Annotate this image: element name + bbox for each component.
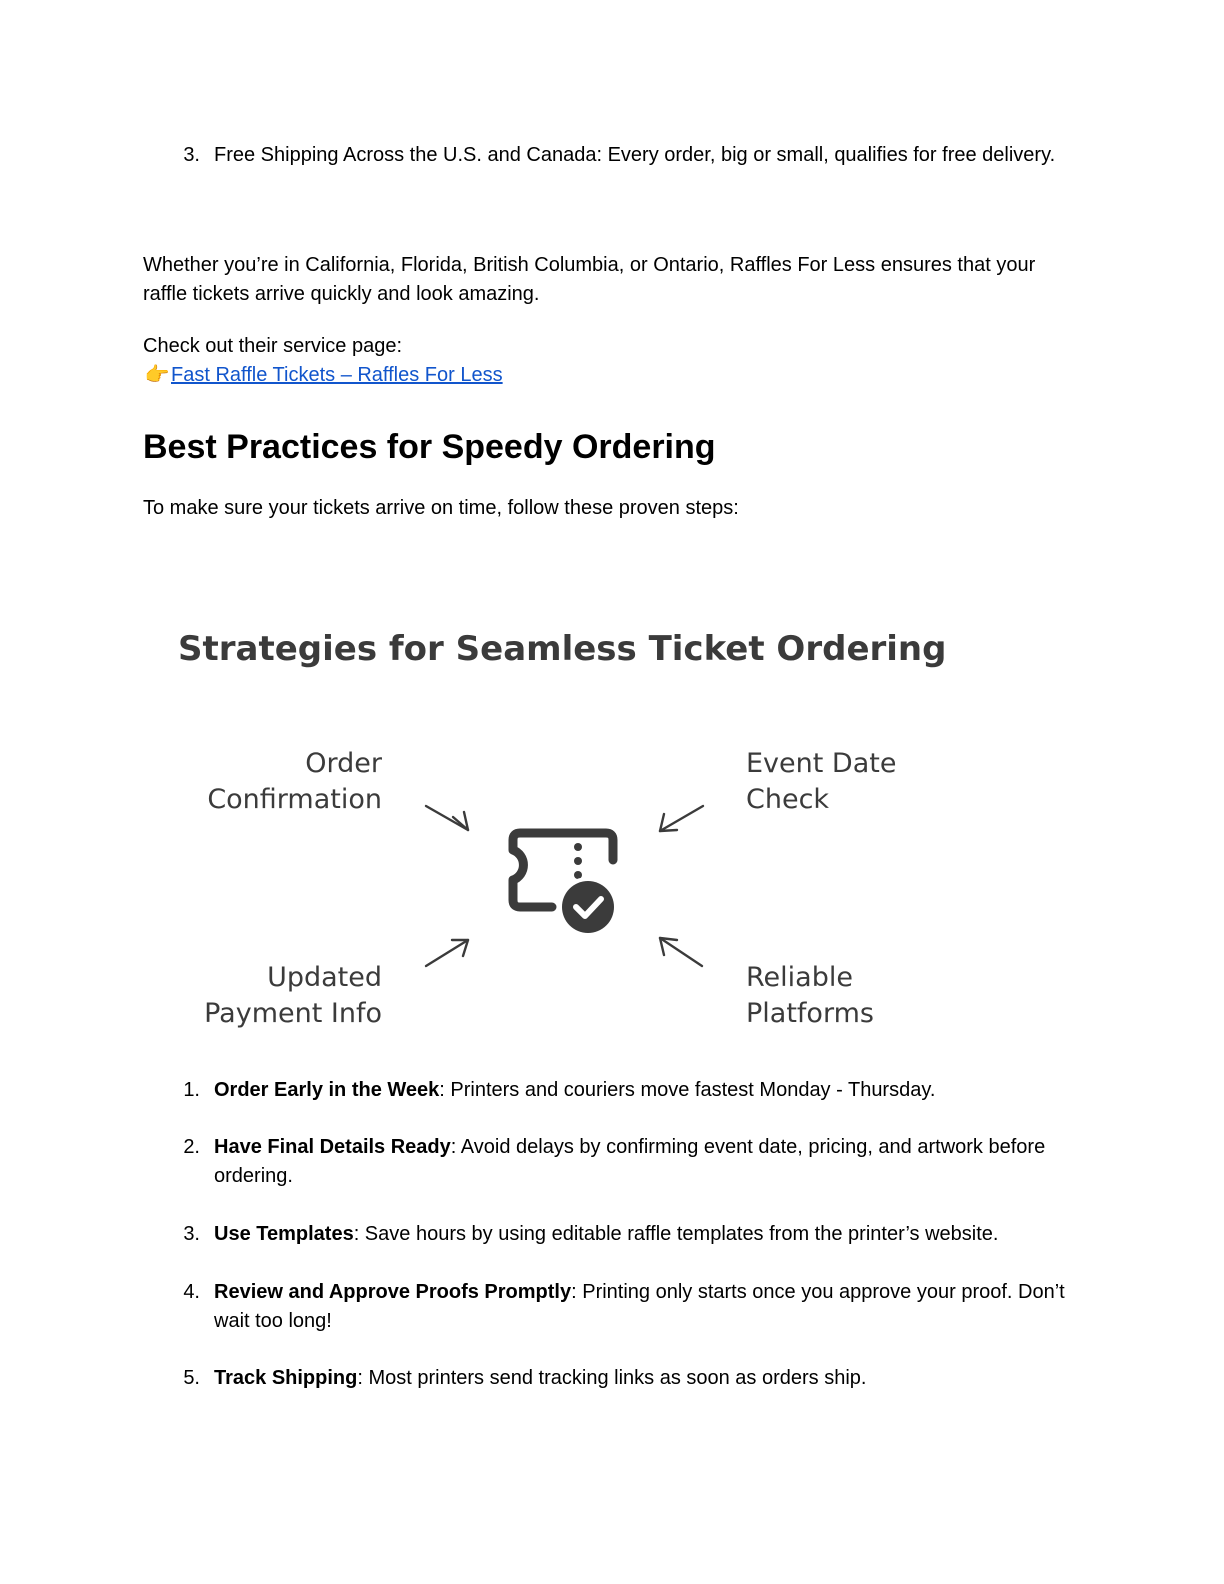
service-link-line [143,361,1083,390]
list-text [214,1076,1074,1105]
arrow-bottom-left-icon [426,940,468,966]
step-description: : Printers and couriers move fastest Monday - Thursday. [439,1079,936,1101]
label-event-date: Event Date [746,748,897,779]
step-title: Track Shipping [214,1367,358,1389]
step-title: Review and Approve Proofs Promptly [214,1281,572,1303]
section-heading: Best Practices for Speedy Ordering [143,428,716,466]
list-text [214,1278,1074,1336]
label-check: Check [746,784,830,815]
list-text [214,1133,1074,1191]
arrow-bottom-right-icon [660,938,702,966]
list-text: Free Shipping Across the U.S. and Canada: Every order, big or small, qualifies for free delivery. [214,144,1056,166]
ticket-check-icon [513,833,618,937]
step-description: : Save hours by using editable raffle templates from the printer’s website. [353,1223,999,1245]
pointing-hand-icon: 👉 [144,364,170,386]
arrow-top-right-icon [660,806,703,831]
step-title: Use Templates [214,1223,354,1245]
label-platforms: Platforms [746,998,874,1029]
list-number: 4. [183,1281,200,1303]
list-number: 2. [183,1136,200,1158]
list-number: 3. [183,1223,200,1245]
service-intro: Check out their service page: [143,335,403,357]
step-description: : Most printers send tracking links as soon as orders ship. [357,1367,867,1389]
strategies-diagram [150,610,1010,1050]
service-page-link[interactable]: Fast Raffle Tickets – Raffles For Less [171,364,503,386]
diagram-title: Strategies for Seamless Ticket Ordering [178,629,947,669]
label-updated: Updated [267,962,382,993]
list-number: 3. [183,144,200,166]
label-reliable: Reliable [746,962,853,993]
list-number: 1. [183,1079,200,1101]
list-number: 5. [183,1367,200,1389]
step-title: Order Early in the Week [214,1079,440,1101]
list-text [214,1364,1074,1393]
label-confirmation: Confirmation [207,784,382,815]
paragraph-shipping-regions: Whether you’re in California, Florida, British Columbia, or Ontario, Raffles For Less ensures that your raffle tickets arrive quickly and look amazing. [143,254,1036,305]
step-description: : Printing only starts once you approve your proof. Don’t wait too long! [214,1281,1065,1332]
paragraph-steps-intro: To make sure your tickets arrive on time, follow these proven steps: [143,497,739,519]
list-text [214,1220,1074,1249]
arrow-top-left-icon [426,806,468,830]
step-title: Have Final Details Ready [214,1136,451,1158]
label-payment-info: Payment Info [204,998,382,1029]
step-description: : Avoid delays by confirming event date, pricing, and artwork before ordering. [214,1136,1046,1187]
label-order: Order [305,748,382,779]
